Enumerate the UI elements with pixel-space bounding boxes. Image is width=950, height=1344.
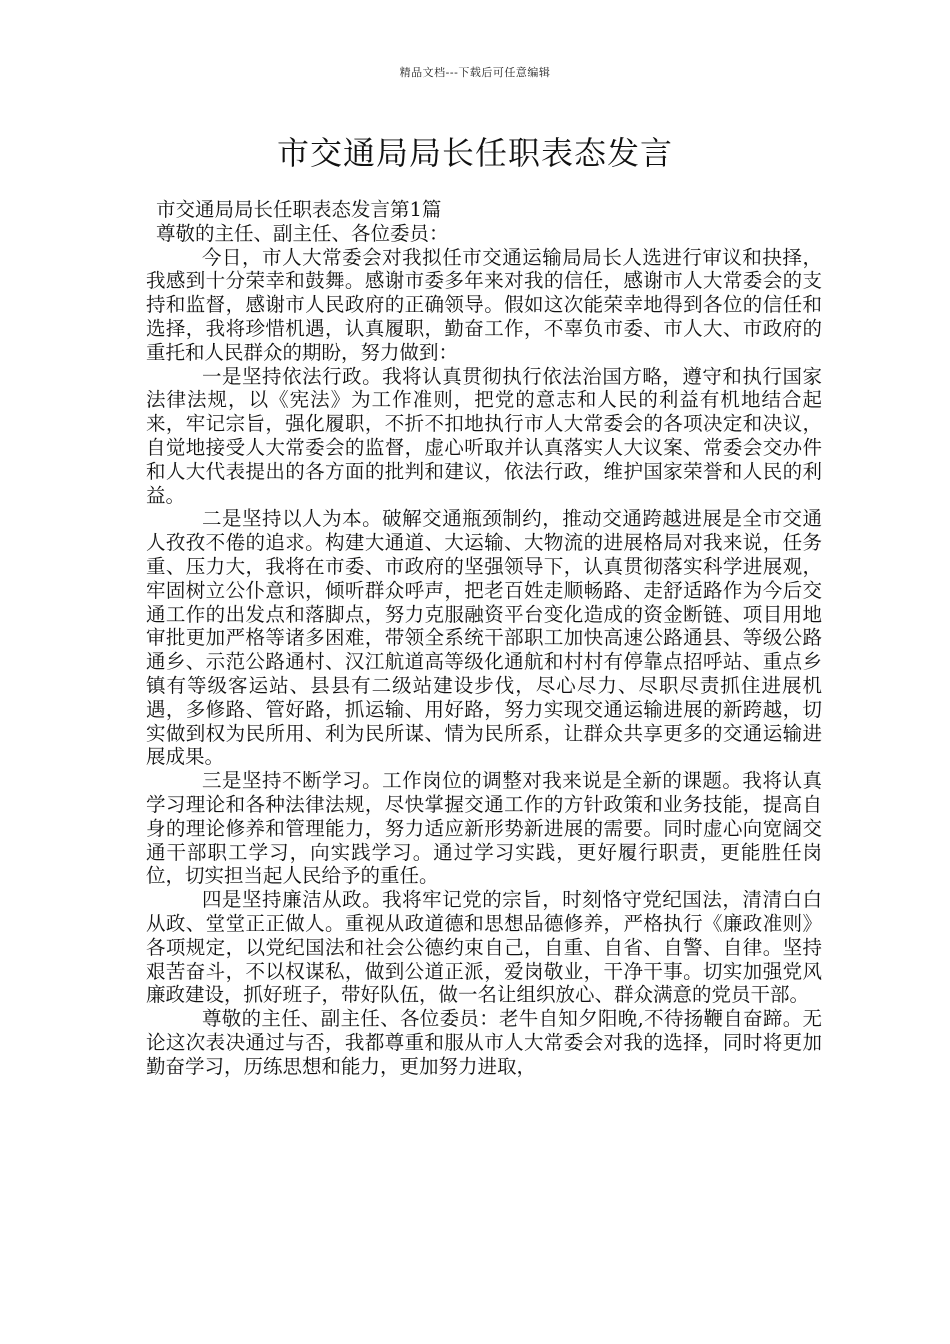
- document-body: [146, 198, 822, 1078]
- salutation: 尊敬的主任、副主任、各位委员：: [156, 221, 449, 245]
- header-note: 精品文档---下载后可任意编辑: [399, 66, 551, 79]
- paragraph-point-3: 三是坚持不断学习。工作岗位的调整对我来说是全新的课题。我将认真学习理论和各种法律法规，尽快掌握交通工作的方针政策和业务技能，提高自身的理论修养和管理能力，努力适应新形势新进展的需要。同时虚心向宽阔交通干部职工学习，向实践学习。通过学习实践，更好履行职责，更能胜任岗位，切实担当起人民给予的重任。: [146, 769, 822, 888]
- section-subtitle: 市交通局局长任职表态发言第1篇: [156, 198, 442, 221]
- paragraph-point-2: 二是坚持以人为本。破解交通瓶颈制约，推动交通跨越进展是全市交通人孜孜不倦的追求。构建大通道、大运输、大物流的进展格局对我来说，任务重、压力大，我将在市委、市政府的坚强领导下，认真贯彻落实科学进展观，牢固树立公仆意识，倾听群众呼声，把老百姓走顺畅路、走舒适路作为今后交通工作的出发点和落脚点，努力克服融资平台变化造成的资金断链、项目用地审批更加严格等诸多困难，带领全系统干部职工加快高速公路通县、等级公路通乡、示范公路通村、汉江航道高等级化通航和村村有停靠点招呼站、重点乡镇有等级客运站、县县有二级站建设步伐，尽心尽力、尽职尽责抓住进展机遇，多修路、管好路，抓运输、用好路，努力实现交通运输进展的新跨越，切实做到权为民所用、利为民所谋、情为民所系，让群众共享更多的交通运输进展成果。: [146, 507, 822, 769]
- document-title: 市交通局局长任职表态发言: [276, 134, 673, 172]
- paragraph-point-1: 一是坚持依法行政。我将认真贯彻执行依法治国方略，遵守和执行国家法律法规，以《宪法》为工作准则，把党的意志和人民的利益有机地结合起来，牢记宗旨，强化履职，不折不扣地执行市人大常委会的各项决定和决议，自觉地接受人大常委会的监督，虚心听取并认真落实人大议案、常委会交办件和人大代表提出的各方面的批判和建议，依法行政，维护国家荣誉和人民的利益。: [146, 364, 822, 507]
- paragraph-point-4: 四是坚持廉洁从政。我将牢记党的宗旨，时刻恪守党纪国法，清清白白从政、堂堂正正做人。重视从政道德和思想品德修养，严格执行《廉政准则》各项规定，以党纪国法和社会公德约束自己，自重、自省、自警、自律。坚持艰苦奋斗，不以权谋私，做到公道正派，爱岗敬业，干净干事。切实加强党风廉政建设，抓好班子，带好队伍，做一名让组织放心、群众满意的党员干部。: [146, 888, 822, 1007]
- paragraph-intro: 今日，市人大常委会对我拟任市交通运输局局长人选进行审议和抉择，我感到十分荣幸和鼓舞。感谢市委多年来对我的信任，感谢市人大常委会的支持和监督，感谢市人民政府的正确领导。假如这次能荣幸地得到各位的信任和选择，我将珍惜机遇，认真履职，勤奋工作，不辜负市委、市人大、市政府的重托和人民群众的期盼，努力做到：: [146, 245, 822, 364]
- paragraph-closing: 尊敬的主任、副主任、各位委员：老牛自知夕阳晚,不待扬鞭自奋蹄。无论这次表决通过与否，我都尊重和服从市人大常委会对我的选择，同时将更加勤奋学习，历练思想和能力，更加努力进取，: [146, 1007, 822, 1078]
